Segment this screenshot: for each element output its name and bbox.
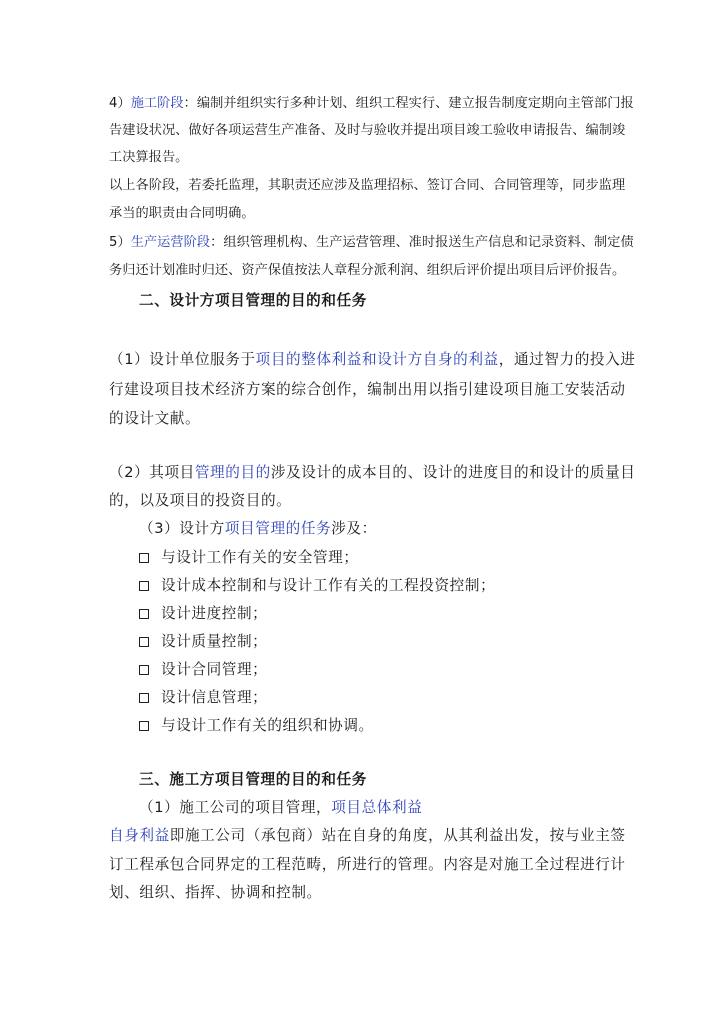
stage5-link[interactable]: 生产运营阶段	[130, 235, 211, 250]
stage5-prefix: 5）	[109, 235, 131, 250]
section2-p2-prefix: （2）其项目	[109, 464, 195, 481]
section3-p1-link[interactable]: 项目总体利益	[331, 799, 423, 816]
task-item	[139, 663, 267, 678]
checkbox-icon	[139, 637, 149, 647]
section2-p3-suffix: 涉及：	[331, 520, 377, 537]
section3-p1-prefix: （1）施工公司的项目管理，	[139, 799, 332, 816]
task-item	[139, 579, 495, 594]
section2-p3-link[interactable]: 项目管理的任务	[224, 520, 332, 537]
section3-p2-line3: 划、组织、指挥、协调和控制。	[109, 884, 322, 901]
stage4-line1-rest: ：编制并组织实行多种计划、组织工程实行、建立报告制度定期向主管部门报	[183, 96, 634, 111]
supervision-line2: 承当的职责由合同明确。	[109, 206, 255, 221]
task-item-label: 设计质量控制；	[161, 633, 268, 650]
stage4-prefix: 4）	[109, 96, 131, 111]
task-item	[139, 607, 267, 622]
section2-p2-link[interactable]: 管理的目的	[194, 464, 271, 481]
stage4-link[interactable]: 施工阶段	[130, 96, 184, 111]
checkbox-icon	[139, 721, 149, 731]
checkbox-icon	[139, 553, 149, 563]
section2-p1-prefix: （1）设计单位服务于	[109, 351, 256, 368]
section2-p1-line2: 行建设项目技术经济方案的综合创作，编制出用以指引建设项目施工安装活动	[109, 381, 626, 398]
section3-p1-line	[139, 801, 422, 816]
section3-p2-link[interactable]: 自身利益	[109, 827, 170, 844]
section2-heading: 二、设计方项目管理的目的和任务	[139, 292, 367, 309]
task-item	[139, 719, 374, 734]
section2-p3-prefix: （3）设计方	[139, 520, 225, 537]
task-item	[139, 551, 359, 566]
section2-p2-line1-rest: 涉及设计的成本目的、设计的进度目的和设计的质量目	[270, 464, 636, 481]
task-item-label: 设计成本控制和与设计工作有关的工程投资控制；	[161, 577, 496, 594]
task-item	[139, 691, 267, 706]
supervision-line1: 以上各阶段，若委托监理，其职责还应涉及监理招标、签订合同、合同管理等，同步监理	[109, 178, 626, 193]
checkbox-icon	[139, 581, 149, 591]
stage4-line3: 工决算报告。	[109, 150, 189, 165]
task-item-label: 与设计工作有关的安全管理；	[161, 549, 359, 566]
stage5-line1-rest: ：组织管理机构、生产运营管理、准时报送生产信息和记录资料、制定债	[210, 235, 634, 250]
section3-p2-line2: 订工程承包合同界定的工程范畴，所进行的管理。内容是对施工全过程进行计	[109, 856, 626, 873]
section2-p1-line1	[109, 353, 636, 368]
checkbox-icon	[139, 693, 149, 703]
task-item-label: 设计合同管理；	[161, 661, 268, 678]
stage5-line2: 务归还计划准时归还、资产保值按法人章程分派利润、组织后评价提出项目后评价报告。	[109, 263, 626, 278]
checkbox-icon	[139, 665, 149, 675]
section2-p2-line1	[109, 466, 636, 481]
stage5-line1	[109, 236, 634, 249]
checkbox-icon	[139, 609, 149, 619]
task-item	[139, 635, 267, 650]
section3-heading: 三、施工方项目管理的目的和任务	[139, 771, 367, 788]
section2-p1-line3: 的设计文献。	[109, 410, 201, 427]
section2-p1-link[interactable]: 项目的整体利益和设计方自身的利益	[255, 351, 499, 368]
stage4-line1	[109, 97, 634, 110]
stage4-line2: 告建设状况、做好各项运营生产准备、及时与验收并提出项目竣工验收申请报告、编制竣	[109, 123, 626, 138]
section2-p2-line2: 的，以及项目的投资目的。	[109, 492, 292, 509]
task-item-label: 设计信息管理；	[161, 689, 268, 706]
task-item-label: 设计进度控制；	[161, 605, 268, 622]
task-item-label: 与设计工作有关的组织和协调。	[161, 717, 374, 734]
section2-p3-line	[139, 522, 377, 537]
section2-p1-line1-rest: ，通过智力的投入进	[498, 351, 636, 368]
section3-p2-line1-rest: 即施工公司（承包商）站在自身的角度，从其利益出发，按与业主签	[169, 827, 626, 844]
section3-p2-line1	[109, 829, 626, 844]
